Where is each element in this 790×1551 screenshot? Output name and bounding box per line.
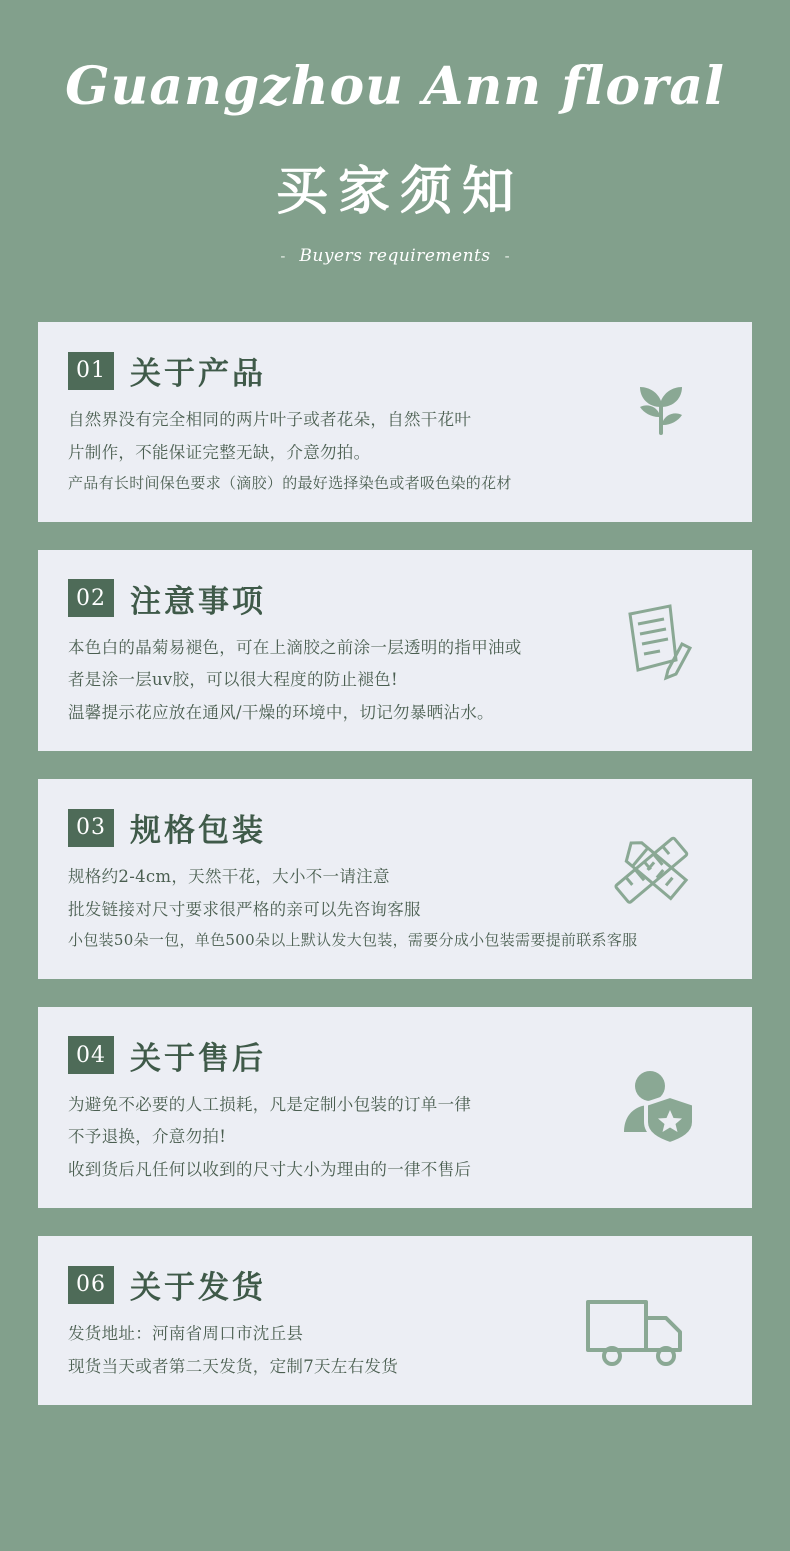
subtitle-dash-left: - [280, 247, 286, 265]
card-number-badge: 04 [68, 1036, 114, 1074]
page-subtitle: Buyers requirements [299, 246, 491, 267]
card-line: 小包装50朵一包，单色500朵以上默认发大包装，需要分成小包装需要提前联系客服 [68, 931, 638, 950]
truck-icon [582, 1288, 690, 1374]
card-number-badge: 01 [68, 352, 114, 390]
card-line: 自然界没有完全相同的两片叶子或者花朵，自然干花叶 [68, 410, 472, 430]
card-line: 规格约2-4cm，天然干花，大小不一请注意 [68, 867, 390, 887]
card-line: 不予退换，介意勿拍! [68, 1127, 227, 1147]
card-line: 为避免不必要的人工损耗，凡是定制小包装的订单一律 [68, 1094, 472, 1114]
card-line: 温馨提示花应放在通风/干燥的环境中，切记勿暴晒沾水。 [68, 702, 494, 722]
subtitle-dash-right: - [504, 247, 510, 265]
notice-card [38, 1007, 752, 1209]
card-line: 片制作，不能保证完整无缺，介意勿拍。 [68, 442, 371, 462]
document-pen-icon [612, 600, 692, 692]
notice-card [38, 322, 752, 521]
card-number-badge: 06 [68, 1266, 114, 1304]
card-line: 本色白的晶菊易褪色，可在上滴胶之前涂一层透明的指甲油或 [68, 637, 522, 657]
user-shield-icon [608, 1060, 702, 1154]
card-title: 规格包装 [130, 813, 266, 850]
card-title: 注意事项 [130, 583, 266, 620]
page-title: 买家须知 [275, 161, 524, 223]
card-title: 关于售后 [130, 1040, 266, 1077]
card-line: 批发链接对尺寸要求很严格的亲可以先咨询客服 [68, 899, 421, 919]
card-line: 者是涂一层uv胶，可以很大程度的防止褪色! [68, 670, 398, 690]
subtitle-row [0, 246, 790, 266]
notice-card-list [0, 322, 790, 1405]
card-number-badge: 02 [68, 579, 114, 617]
card-number-badge: 03 [68, 809, 114, 847]
card-title: 关于发货 [130, 1270, 266, 1307]
card-title: 关于产品 [130, 356, 266, 393]
card-line: 发货地址：河南省周口市沈丘县 [68, 1324, 304, 1344]
ruler-pencil-icon [604, 823, 700, 919]
flower-icon [618, 367, 704, 453]
brand-title: Guangzhou Ann floral [65, 56, 725, 117]
notice-card [38, 1236, 752, 1405]
card-line: 收到货后凡任何以收到的尺寸大小为理由的一律不售后 [68, 1159, 472, 1179]
card-line: 现货当天或者第二天发货，定制7天左右发货 [68, 1356, 398, 1376]
notice-card [38, 779, 752, 978]
page-header [0, 0, 790, 266]
card-line: 产品有长时间保色要求（滴胶）的最好选择染色或者吸色染的花材 [68, 474, 512, 493]
notice-card [38, 550, 752, 752]
